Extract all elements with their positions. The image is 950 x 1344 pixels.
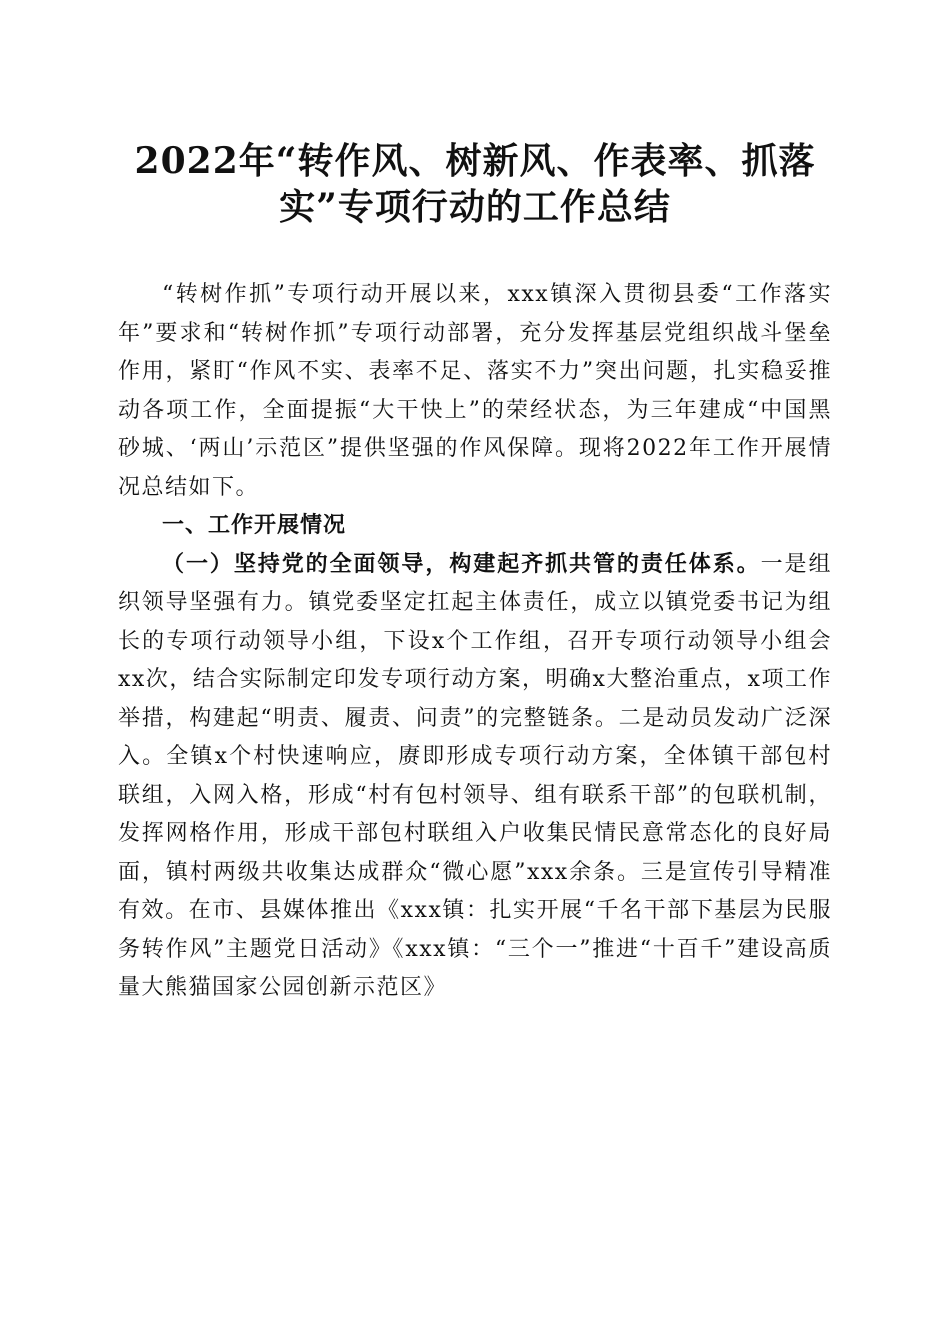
subsection-paragraph: [118, 546, 832, 1008]
intro-paragraph: “转树作抓”专项行动开展以来，xxx镇深入贯彻县委“工作落实年”要求和“转树作抓”专项行动部署，充分发挥基层党组织战斗堡垒作用，紧盯“作风不实、表率不足、落实不力”突出问题，扎实稳妥推动各项工作，全面提振“大干快上”的荣经状态，为三年建成“中国黑砂城、‘两山’示范区”提供坚强的作风保障。现将2022年工作开展情况总结如下。: [118, 282, 832, 500]
document-body: [118, 276, 832, 1008]
document-title: [0, 138, 950, 230]
title-line-2: 实”专项行动的工作总结: [279, 186, 671, 228]
subsection-heading: （一）坚持党的全面领导，构建起齐抓共管的责任体系。: [162, 551, 761, 577]
title-line-1: 2022年“转作风、树新风、作表率、抓落: [134, 140, 816, 182]
subsection-body: 一是组织领导坚强有力。镇党委坚定扛起主体责任，成立以镇党委书记为组长的专项行动领导小组，下设x个工作组，召开专项行动领导小组会xx次，结合实际制定印发专项行动方案，明确x大整治重点，x项工作举措，构建起“明责、履责、问责”的完整链条。二是动员发动广泛深入。全镇x个村快速响应，赓即形成专项行动方案，全体镇干部包村联组，入网入格，形成“村有包村领导、组有联系干部”的包联机制，发挥网格作用，形成干部包村联组入户收集民情民意常态化的良好局面，镇村两级共收集达成群众“微心愿”xxx余条。三是宣传引导精准有效。在市、县媒体推出《xxx镇：扎实开展“千名干部下基层为民服务转作风”主题党日活动》《xxx镇：“三个一”推进“十百千”建设高质量大熊猫国家公园创新示范区》: [118, 551, 832, 1000]
section-heading: 一、工作开展情况: [162, 513, 347, 538]
